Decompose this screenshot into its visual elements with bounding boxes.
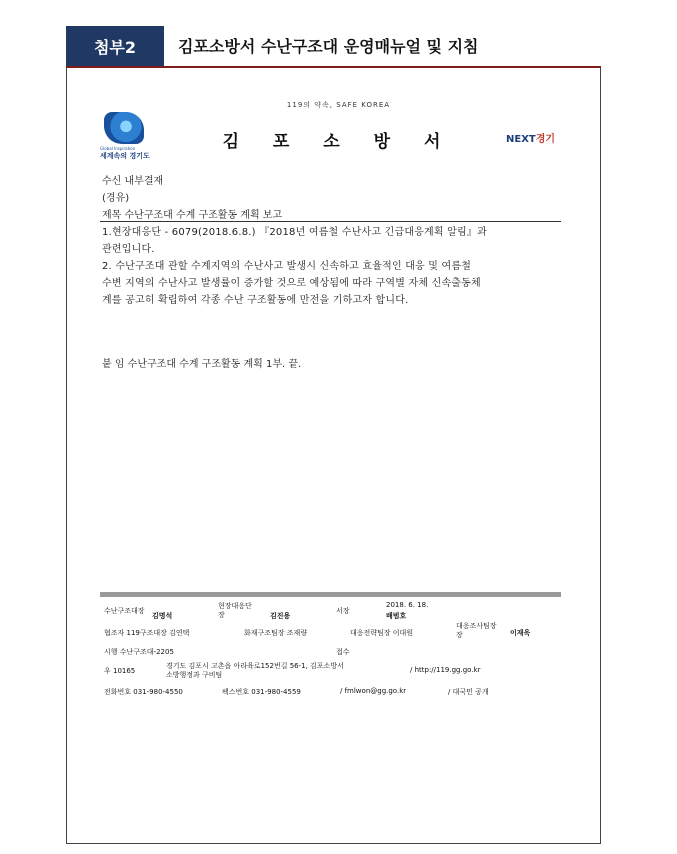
approval-date: 2018. 6. 18. — [386, 601, 429, 609]
disclosure-status: / 대국민 공개 — [448, 688, 489, 696]
field-response-name: 김진용 — [270, 612, 291, 620]
paragraph-2-line-1: 2. 수난구조대 관할 수계지역의 수난사고 발생시 신속하고 효율적인 대응 및 여름철 — [102, 261, 472, 272]
next-logo-prefix: NEXT — [506, 134, 536, 145]
email-address[interactable]: / fmlwon@gg.go.kr — [340, 687, 407, 695]
logo-small-text: Global Inspiration — [100, 146, 136, 151]
slogan: 119의 약속, SAFE KOREA — [286, 101, 391, 109]
paragraph-1-line-2: 관련입니다. — [102, 244, 155, 255]
rescue-chief-label: 수난구조대장 — [104, 607, 145, 615]
department-line: 소방행정과 구비팀 — [166, 671, 223, 679]
cooperator-line: 협조자 119구조대장 김연택 — [104, 629, 190, 637]
paragraph-2-line-3: 계를 공고히 확립하여 각종 수난 구조활동에 만전을 기하고자 합니다. — [102, 295, 409, 306]
next-gyeonggi-logo — [506, 130, 555, 145]
fire-rescue-team: 화재구조팀장 조재량 — [244, 629, 308, 637]
response-investigation-name: 이재욱 — [510, 629, 531, 637]
address-line: 경기도 김포시 고촌읍 아라육로152번길 56-1, 김포소방서 — [166, 662, 344, 670]
page-title: 김포소방서 수난구조대 운영매뉴얼 및 지침 — [178, 37, 479, 56]
field-response-label: 현장대응단 — [218, 602, 252, 610]
paragraph-1-line-1: 1.현장대응단 - 6079(2018.6.8.) 『2018년 여름철 수난사고 긴급대응계획 알림』과 — [102, 227, 487, 238]
response-investigation-label-2: 장 — [456, 631, 463, 639]
field-response-label-2: 장 — [218, 611, 225, 619]
receipt-label: 접수 — [336, 648, 350, 656]
recipient: 수신 내부결재 — [102, 176, 164, 187]
enforcement-number: 시행 수난구조대-2205 — [104, 648, 174, 656]
response-investigation-label: 대응조사팀장 — [456, 622, 497, 630]
homepage-link[interactable]: / http://119.gg.go.kr — [410, 666, 481, 674]
subject: 제목 수난구조대 수계 구조활동 계획 보고 — [102, 210, 283, 221]
next-logo-suffix: 경기 — [535, 134, 556, 145]
chief-name: 배범호 — [386, 612, 407, 620]
attachment-tag: 첨부2 — [66, 26, 164, 66]
attachment-line: 붙 임 수난구조대 수계 구조활동 계획 1부. 끝. — [102, 359, 302, 370]
via: (경유) — [102, 193, 130, 204]
footer-divider — [100, 592, 561, 597]
logo-name-text: 세계속의 경기도 — [100, 152, 150, 160]
fax-number: 팩스번호 031-980-4559 — [222, 688, 301, 696]
response-strategy-team: 대응전략팀장 이대원 — [350, 629, 414, 637]
rescue-chief-name: 김명석 — [152, 612, 173, 620]
document-heading: 김 포 소 방 서 — [222, 132, 455, 152]
paragraph-2-line-2: 수변 지역의 수난사고 발생률이 증가할 것으로 예상됨에 따라 구역별 자체 신속출동체 — [102, 278, 481, 289]
subject-divider — [100, 221, 561, 222]
chief-label: 서장 — [336, 607, 350, 615]
phone-number: 전화번호 031-980-4550 — [104, 688, 183, 696]
postal-code: 우 10165 — [104, 667, 136, 675]
